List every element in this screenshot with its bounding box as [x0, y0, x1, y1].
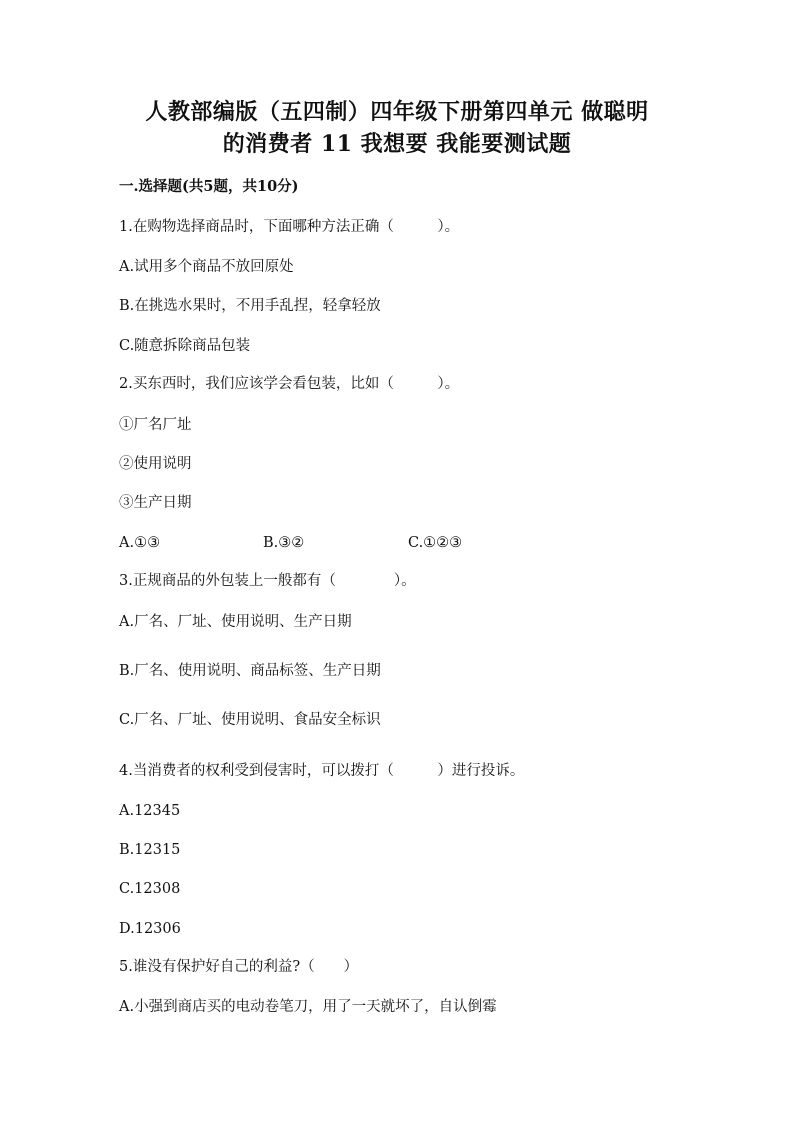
question-3-option-c: C.厂名、厂址、使用说明、食品安全标识 [119, 712, 381, 728]
question-3-option-a: A.厂名、厂址、使用说明、生产日期 [119, 614, 352, 630]
document-title-line-1: 人教部编版（五四制）四年级下册第四单元 做聪明 [145, 99, 649, 125]
question-1-option-c: C.随意拆除商品包装 [119, 338, 251, 354]
question-4-option-c: C.12308 [119, 881, 181, 897]
question-1-stem: 1.在购物选择商品时，下面哪种方法正确（ ）。 [119, 219, 460, 235]
question-3-option-b: B.厂名、使用说明、商品标签、生产日期 [119, 663, 381, 679]
question-2-item-1: ①厂名厂址 [119, 417, 192, 433]
question-5-option-a: A.小强到商店买的电动卷笔刀，用了一天就坏了，自认倒霉 [119, 999, 497, 1015]
question-2-item-2: ②使用说明 [119, 456, 192, 472]
section-heading: 一.选择题(共5题，共10分) [119, 178, 299, 195]
question-2-option-c: C.①②③ [408, 535, 463, 551]
question-2-option-a: A.①③ [119, 535, 161, 551]
question-1-option-a: A.试用多个商品不放回原处 [119, 259, 294, 275]
question-2-option-b: B.③② [263, 535, 305, 551]
question-1-option-b: B.在挑选水果时，不用手乱捏，轻拿轻放 [119, 298, 381, 314]
question-4-option-a: A.12345 [119, 803, 181, 819]
question-4-option-b: B.12315 [119, 842, 181, 858]
question-4-option-d: D.12306 [119, 921, 181, 937]
question-2-item-3: ③生产日期 [119, 495, 192, 511]
question-3-stem: 3.正规商品的外包装上一般都有（ ）。 [119, 573, 416, 589]
question-2-stem: 2.买东西时，我们应该学会看包装，比如（ ）。 [119, 376, 460, 392]
document-title-line-2: 的消费者 11 我想要 我能要测试题 [222, 131, 572, 157]
question-4-stem: 4.当消费者的权利受到侵害时，可以拨打（ ）进行投诉。 [119, 763, 525, 779]
question-5-stem: 5.谁没有保护好自己的利益?（ ） [119, 959, 359, 975]
